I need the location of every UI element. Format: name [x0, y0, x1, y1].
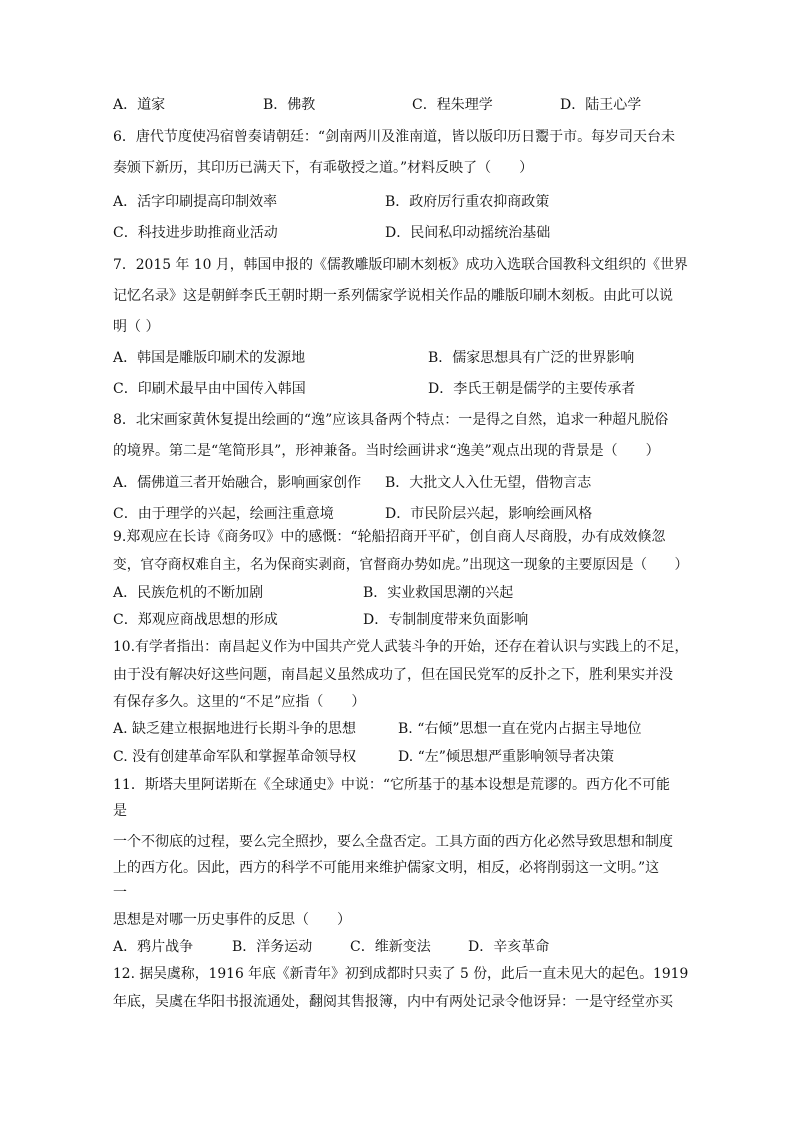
q7-option-a: A．韩国是雕版印刷术的发源地 — [113, 350, 306, 366]
q11-stem-line-5: 一 — [113, 885, 127, 901]
q11-option-b: B．洋务运动 — [232, 939, 313, 955]
q8-option-d: D．市民阶层兴起，影响绘画风格 — [385, 506, 593, 522]
q8-stem-line-2: 的境界。第二是“笔简形具”，形神兼备。当时绘画讲求“逸美”观点出现的背景是（ ） — [113, 443, 660, 459]
q11-stem-line-1: 11．斯塔夫里阿诺斯在《全球通史》中说：“它所基于的基本设想是荒谬的。西方化不可能 — [113, 777, 670, 793]
q7-stem-line-1: 7．2015 年 10 月，韩国申报的《儒教雕版印刷木刻板》成功入选联合国教科文组织的《世界 — [113, 257, 688, 273]
q7-stem-line-2: 记忆名录》这是朝鲜李氏王朝时期一系列儒家学说相关作品的雕版印刷木刻板。由此可以说 — [113, 288, 673, 304]
q7-option-c: C．印刷术最早由中国传入韩国 — [113, 381, 306, 397]
q12-stem-line-1: 12. 据吴虞称，1916 年底《新青年》初到成都时只卖了 5 份，此后一直未见大的起色。1919 — [113, 966, 689, 982]
q11-stem-line-4: 上的西方化。因此，西方的科学不可能用来维护儒家文明，相反，必将削弱这一文明。”这 — [113, 860, 660, 876]
q9-stem-line-1: 9.郑观应在长诗《商务叹》中的感慨：“轮船招商开平矿，创自商人尽商股，办有成效倏忽 — [113, 529, 666, 545]
q10-option-d: D. “左”倾思想严重影响领导者决策 — [398, 749, 614, 765]
q7-option-d: D．李氏王朝是儒学的主要传承者 — [428, 381, 636, 397]
q5-option-c: C．程朱理学 — [412, 97, 493, 113]
q9-option-b: B．实业救国思潮的兴起 — [363, 585, 514, 601]
q10-option-c: C. 没有创建革命军队和掌握革命领导权 — [113, 749, 357, 765]
q11-stem-line-3: 一个不彻底的过程，要么完全照抄，要么全盘否定。工具方面的西方化必然导致思想和制度 — [113, 834, 673, 850]
q6-option-a: A．活字印刷提高印制效率 — [113, 194, 278, 210]
q11-stem-line-2: 是 — [113, 803, 127, 819]
q8-option-c: C．由于理学的兴起，绘画注重意境 — [113, 506, 334, 522]
q9-option-a: A．民族危机的不断加剧 — [113, 585, 264, 601]
q9-option-c: C．郑观应商战思想的形成 — [113, 612, 278, 628]
q9-stem-line-2: 变，官夺商权难自主，名为保商实剥商，官督商办势如虎。”出现这一现象的主要原因是（ ） — [113, 557, 689, 573]
q10-option-b: B. “右倾”思想一直在党内占据主导地位 — [398, 721, 642, 737]
q10-stem-line-2: 由于没有解决好这些问题，南昌起义虽然成功了，但在国民党军的反扑之下，胜利果实并没 — [113, 667, 673, 683]
q6-stem-line-2: 奏颁下新历，其印历已满天下，有乖敬授之道。”材料反映了（ ） — [113, 160, 534, 176]
q11-option-d: D．辛亥革命 — [468, 939, 550, 955]
q11-stem-line-6: 思想是对哪一历史事件的反思（ ） — [113, 912, 351, 928]
q8-option-a: A．儒佛道三者开始融合，影响画家创作 — [113, 475, 362, 491]
q8-stem-line-1: 8．北宋画家黄休复提出绘画的“逸”应该具备两个特点：一是得之自然，追求一种超凡脱俗 — [113, 412, 669, 428]
q10-option-a: A. 缺乏建立根据地进行长期斗争的思想 — [113, 721, 357, 737]
q6-stem-line-1: 6．唐代节度使冯宿曾奏请朝廷：“剑南两川及淮南道，皆以版印历日鬻于市。每岁司天台未 — [113, 129, 676, 145]
q6-option-c: C．科技进步助推商业活动 — [113, 225, 278, 241]
q10-stem-line-1: 10.有学者指出：南昌起义作为中国共产党人武装斗争的开始，还存在着认识与实践上的不足， — [113, 639, 689, 655]
q7-stem-line-3: 明（ ） — [113, 319, 160, 335]
q6-option-b: B．政府厉行重农抑商政策 — [385, 194, 550, 210]
q6-option-d: D．民间私印动摇统治基础 — [385, 225, 551, 241]
q11-option-c: C．维新变法 — [350, 939, 431, 955]
q5-option-d: D．陆王心学 — [560, 97, 642, 113]
q9-option-d: D．专制制度带来负面影响 — [363, 612, 529, 628]
q5-option-a: A．道家 — [113, 97, 166, 113]
q11-option-a: A．鸦片战争 — [113, 939, 194, 955]
q5-option-b: B．佛教 — [263, 97, 316, 113]
q10-stem-line-3: 有保存多久。这里的“不足”应指（ ） — [113, 694, 366, 710]
q7-option-b: B．儒家思想具有广泛的世界影响 — [428, 350, 635, 366]
q12-stem-line-2: 年底，吴虞在华阳书报流通处，翻阅其售报簿，内中有两处记录令他讶异：一是守经堂亦买 — [113, 994, 673, 1010]
q8-option-b: B．大批文人入仕无望，借物言志 — [385, 475, 592, 491]
